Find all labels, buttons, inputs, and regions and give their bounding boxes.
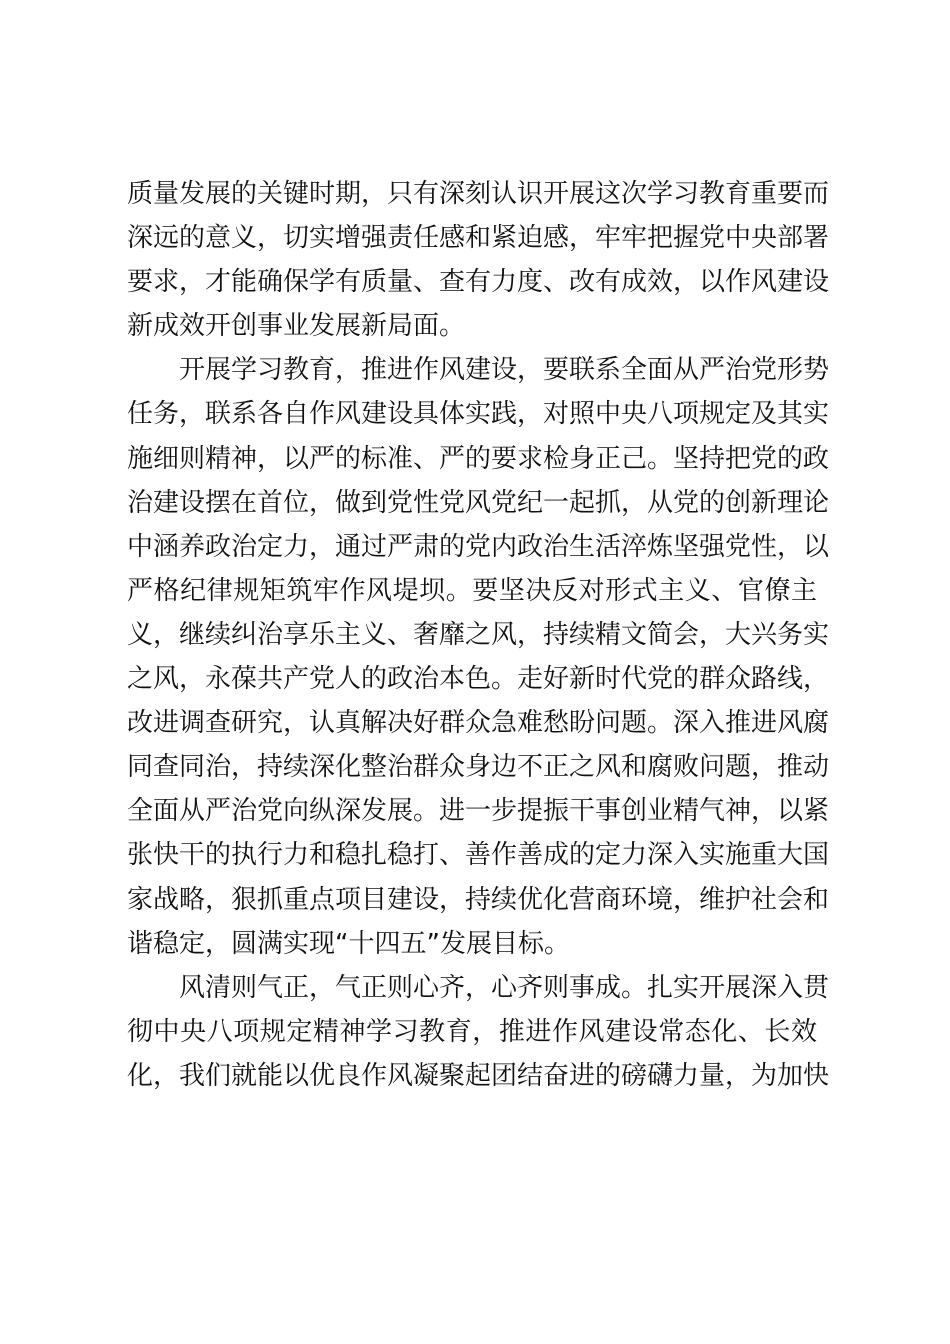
paragraph-2 — [127, 348, 830, 965]
text-line: 全面从严治党向纵深发展。进一步提振干事创业精气神，以紧 — [127, 796, 830, 827]
text-line: 之风，永葆共产党人的政治本色。走好新时代党的群众路线， — [127, 664, 830, 695]
article-body — [127, 172, 830, 1098]
text-line: 谐稳定，圆满实现“十四五”发展目标。 — [127, 928, 570, 959]
text-line: 改进调查研究，认真解决好群众急难愁盼问题。深入推进风腐 — [127, 708, 830, 739]
text-line: 质量发展的关键时期，只有深刻认识开展这次学习教育重要而 — [127, 179, 830, 209]
paragraph-1 — [127, 172, 830, 348]
text-line: 严格纪律规矩筑牢作风堤坝。要坚决反对形式主义、官僚主 — [127, 575, 817, 606]
text-line: 中涵养政治定力，通过严肃的党内政治生活淬炼坚强党性，以 — [127, 531, 830, 562]
text-line: 彻中央八项规定精神学习教育，推进作风建设常态化、长效 — [127, 1016, 817, 1047]
text-line: 治建设摆在首位，做到党性党风党纪一起抓，从党的创新理论 — [127, 487, 830, 518]
text-line: 化，我们就能以优良作风凝聚起团结奋进的磅礴力量，为加快 — [127, 1060, 830, 1091]
text-line: 施细则精神，以严的标准、严的要求检身正己。坚持把党的政 — [127, 443, 830, 474]
text-line: 张快干的执行力和稳扎稳打、善作善成的定力深入实施重大国 — [127, 840, 830, 871]
text-line: 新成效开创事业发展新局面。 — [127, 311, 466, 342]
text-line: 家战略，狠抓重点项目建设，持续优化营商环境，维护社会和 — [127, 884, 830, 915]
text-line: 要求，才能确保学有质量、查有力度、改有成效，以作风建设 — [127, 267, 830, 298]
text-line: 深远的意义，切实增强责任感和紧迫感，牢牢把握党中央部署 — [127, 223, 830, 254]
text-line: 风清则气正，气正则心齐，心齐则事成。扎实开展深入贯 — [179, 972, 830, 1003]
text-line: 任务，联系各自作风建设具体实践，对照中央八项规定及其实 — [127, 399, 830, 430]
text-line: 义，继续纠治享乐主义、奢靡之风，持续精文简会，大兴务实 — [127, 619, 830, 650]
text-line: 开展学习教育，推进作风建设，要联系全面从严治党形势 — [179, 355, 830, 386]
text-line: 同查同治，持续深化整治群众身边不正之风和腐败问题，推动 — [127, 752, 830, 783]
paragraph-3 — [127, 966, 830, 1098]
